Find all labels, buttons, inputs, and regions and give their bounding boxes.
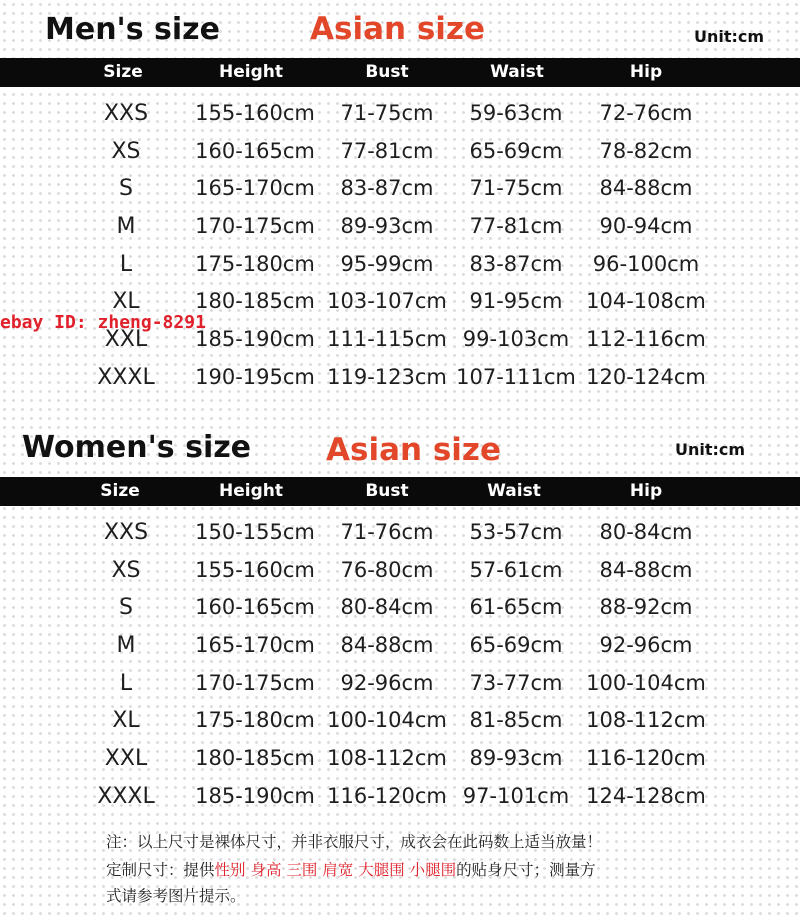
cell-bust: 71-76cm (340, 520, 434, 544)
cell-bust: 103-107cm (327, 289, 447, 314)
table-row (0, 627, 800, 665)
header-height: Height (219, 62, 283, 82)
cell-hip: 84-88cm (599, 176, 693, 201)
cell-waist: 91-95cm (469, 289, 563, 314)
cell-bust: 111-115cm (327, 327, 447, 352)
cell-waist: 65-69cm (469, 633, 563, 658)
header-height: Height (219, 481, 283, 501)
cell-hip: 104-108cm (586, 289, 706, 314)
cell-bust: 89-93cm (340, 214, 434, 239)
table-row (0, 740, 800, 778)
cell-hip: 116-120cm (586, 746, 706, 771)
cell-height: 165-170cm (195, 176, 315, 201)
table-row (0, 359, 800, 397)
cell-height: 175-180cm (195, 708, 315, 733)
header-bust: Bust (365, 62, 409, 82)
men-unit-label: Unit:cm (694, 27, 765, 46)
cell-height: 185-190cm (195, 327, 315, 352)
cell-height: 165-170cm (195, 633, 315, 658)
cell-height: 185-190cm (195, 783, 315, 808)
cell-size: M (116, 214, 136, 240)
cell-hip: 100-104cm (586, 670, 706, 695)
women-unit-label: Unit:cm (675, 440, 746, 459)
cell-size: XXS (103, 520, 149, 545)
table-row (0, 170, 800, 208)
cell-waist: 97-101cm (462, 783, 570, 808)
cell-waist: 73-77cm (469, 670, 563, 695)
cell-size: S (119, 176, 133, 202)
cell-hip: 84-88cm (599, 557, 693, 582)
cell-height: 180-185cm (195, 289, 315, 314)
cell-waist: 77-81cm (469, 214, 563, 239)
cell-height: 155-160cm (195, 557, 315, 582)
note-line-2 (106, 858, 596, 880)
cell-size: XL (112, 708, 140, 734)
header-hip: Hip (629, 62, 663, 82)
table-row (0, 133, 800, 171)
header-waist: Waist (490, 62, 544, 82)
cell-height: 180-185cm (195, 746, 315, 771)
cell-bust: 76-80cm (340, 557, 434, 582)
cell-waist: 99-103cm (462, 327, 570, 352)
cell-height: 155-160cm (195, 101, 315, 125)
cell-bust: 116-120cm (327, 783, 447, 808)
cell-bust: 83-87cm (340, 176, 434, 201)
header-bust: Bust (365, 481, 409, 501)
cell-size: XXL (104, 327, 148, 353)
cell-waist: 53-57cm (469, 520, 563, 544)
women-table-header (0, 477, 800, 506)
cell-height: 170-175cm (195, 670, 315, 695)
cell-height: 170-175cm (195, 214, 315, 239)
cell-waist: 61-65cm (469, 595, 563, 620)
cell-size: S (119, 595, 133, 621)
cell-waist: 89-93cm (469, 746, 563, 771)
cell-waist: 59-63cm (469, 101, 563, 125)
table-row (0, 589, 800, 627)
cell-size: XXS (103, 101, 149, 126)
note-line-2-prefix: 定制尺寸：提供 (106, 861, 215, 879)
cell-height: 160-165cm (195, 595, 315, 620)
table-row (0, 702, 800, 740)
header-hip: Hip (629, 481, 663, 501)
table-row (0, 552, 800, 590)
cell-size: XS (111, 138, 141, 164)
table-row (0, 208, 800, 246)
cell-waist: 57-61cm (469, 557, 563, 582)
cell-hip: 108-112cm (586, 708, 706, 733)
cell-bust: 92-96cm (340, 670, 434, 695)
cell-bust: 100-104cm (327, 708, 447, 733)
cell-hip: 78-82cm (599, 138, 693, 163)
cell-waist: 65-69cm (469, 138, 563, 163)
cell-size: XL (112, 289, 140, 315)
ebay-watermark: ebay ID: zheng-8291 (0, 312, 206, 333)
women-asian-size-label: Asian size (326, 432, 501, 468)
table-row (0, 95, 800, 133)
header-size: Size (100, 481, 140, 501)
cell-height: 175-180cm (195, 251, 315, 276)
note-line-3: 式请参考图片提示。 (106, 887, 246, 905)
note-line-1: 注：以上尺寸是裸体尺寸，并非衣服尺寸，成衣会在此码数上适当放量！ (106, 833, 603, 851)
cell-size: M (116, 633, 136, 659)
table-row (0, 665, 800, 703)
cell-hip: 96-100cm (592, 251, 700, 276)
cell-size: XXXL (97, 364, 155, 390)
table-row (0, 246, 800, 284)
men-size-table (0, 95, 800, 397)
header-size: Size (103, 62, 143, 82)
cell-size: XS (111, 557, 141, 583)
cell-hip: 92-96cm (599, 633, 693, 658)
cell-size: L (119, 670, 133, 696)
cell-bust: 71-75cm (340, 101, 434, 125)
note-line-2-suffix: 的贴身尺寸；测量方 (456, 861, 596, 879)
cell-size: XXXL (97, 783, 155, 809)
cell-hip: 90-94cm (599, 214, 693, 239)
cell-waist: 107-111cm (456, 364, 576, 389)
cell-hip: 112-116cm (586, 327, 706, 352)
men-size-title: Men's size (45, 12, 220, 47)
cell-hip: 120-124cm (586, 364, 706, 389)
table-row (0, 514, 800, 552)
cell-bust: 119-123cm (327, 364, 447, 389)
cell-bust: 77-81cm (340, 138, 434, 163)
table-row (0, 778, 800, 816)
cell-bust: 84-88cm (340, 633, 434, 658)
cell-hip: 80-84cm (599, 520, 693, 544)
cell-waist: 81-85cm (469, 708, 563, 733)
cell-bust: 108-112cm (327, 746, 447, 771)
note-line-2-highlight: 性别 身高 三围 肩宽 大腿围 小腿围 (214, 861, 457, 879)
cell-waist: 83-87cm (469, 251, 563, 276)
men-asian-size-label: Asian size (310, 11, 485, 47)
cell-height: 160-165cm (195, 138, 315, 163)
cell-bust: 95-99cm (340, 251, 434, 276)
cell-waist: 71-75cm (469, 176, 563, 201)
cell-height: 150-155cm (195, 520, 315, 544)
cell-bust: 80-84cm (340, 595, 434, 620)
cell-size: L (119, 251, 133, 277)
cell-hip: 88-92cm (599, 595, 693, 620)
cell-height: 190-195cm (195, 364, 315, 389)
men-table-header (0, 58, 800, 87)
cell-size: XXL (104, 746, 148, 772)
header-waist: Waist (487, 481, 541, 501)
women-size-title: Women's size (22, 430, 252, 465)
women-size-table (0, 514, 800, 816)
cell-hip: 124-128cm (586, 783, 706, 808)
cell-hip: 72-76cm (599, 101, 693, 125)
